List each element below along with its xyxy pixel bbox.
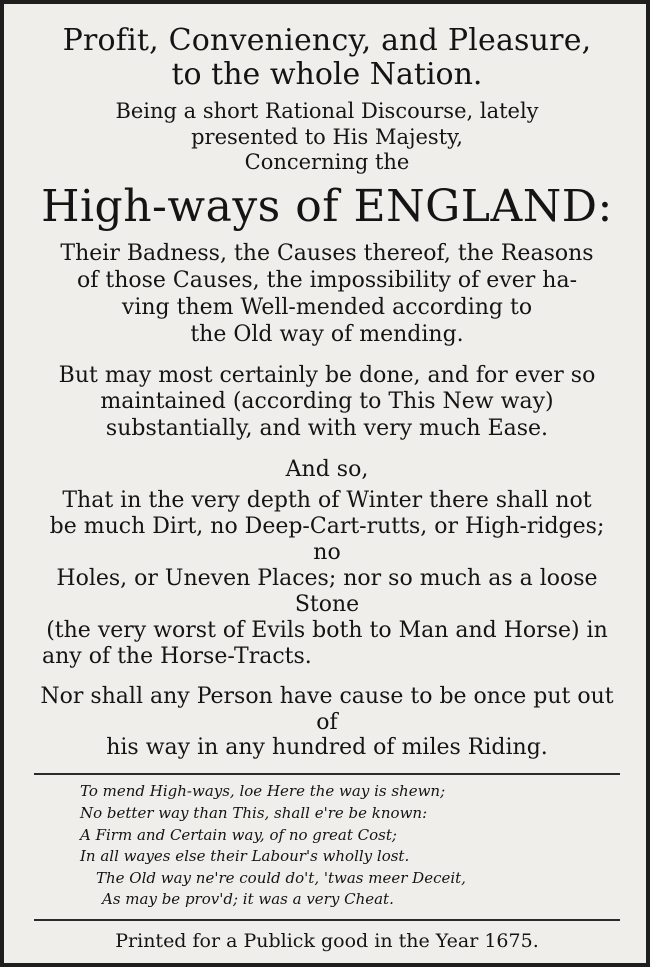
verse-line-1: To mend High-ways, loe Here the way is shewn;: [80, 782, 446, 801]
verse-line-2: No better way than This, shall e're be known:: [80, 804, 428, 823]
remedy-line-3: substantially, and with very much Ease.: [105, 416, 549, 442]
riding-line-2: his way in any hundred of miles Riding.: [106, 735, 548, 761]
verse-line-5: The Old way ne're could do't, 'twas meer Deceit,: [96, 868, 466, 887]
causes-line-3: ving them Well-mended according to: [121, 294, 533, 320]
causes-line-2: of those Causes, the impossibility of ever ha-: [76, 268, 578, 294]
imprint: Printed for a Publick good in the Year 1675.: [115, 930, 539, 952]
causes-line-1: Their Badness, the Causes thereof, the Reasons: [60, 241, 594, 267]
winter-line-4: (the very worst of Evils both to Man and Horse) in: [46, 617, 608, 643]
subtitle-line-1: Being a short Rational Discourse, lately: [115, 99, 539, 124]
headline: High-ways of ENGLAND:: [41, 181, 613, 233]
verse-line-6: As may be prov'd; it was a very Cheat.: [102, 890, 394, 909]
verse-line-4: In all wayes else their Labour's wholly lost.: [80, 847, 410, 866]
winter-line-2: be much Dirt, no Deep-Cart-rutts, or High-ridges; no: [49, 513, 605, 565]
causes-line-4: the Old way of mending.: [190, 321, 464, 347]
and-so: And so,: [285, 457, 369, 483]
title-line-2: to the whole Nation.: [171, 56, 483, 92]
winter-line-5: any of the Horse-Tracts.: [42, 643, 312, 669]
winter-line-3: Holes, or Uneven Places; nor so much as a loose Stone: [56, 565, 598, 617]
remedy-line-1: But may most certainly be done, and for ever so: [58, 362, 596, 388]
title-line-1: Profit, Conveniency, and Pleasure,: [62, 23, 592, 58]
verse-line-3: A Firm and Certain way, of no great Cost;: [80, 825, 397, 844]
subtitle-line-2: presented to His Majesty,: [191, 124, 463, 149]
riding-line-1: Nor shall any Person have cause to be once put out of: [40, 683, 614, 735]
top-rule: [34, 773, 620, 775]
verse-block: [34, 781, 620, 911]
remedy-line-2: maintained (according to This New way): [100, 389, 554, 415]
bottom-rule: [34, 919, 620, 921]
winter-line-1: That in the very depth of Winter there shall not: [62, 487, 592, 513]
broadside-page: [4, 4, 646, 963]
subtitle-line-3: Concerning the: [244, 150, 410, 175]
